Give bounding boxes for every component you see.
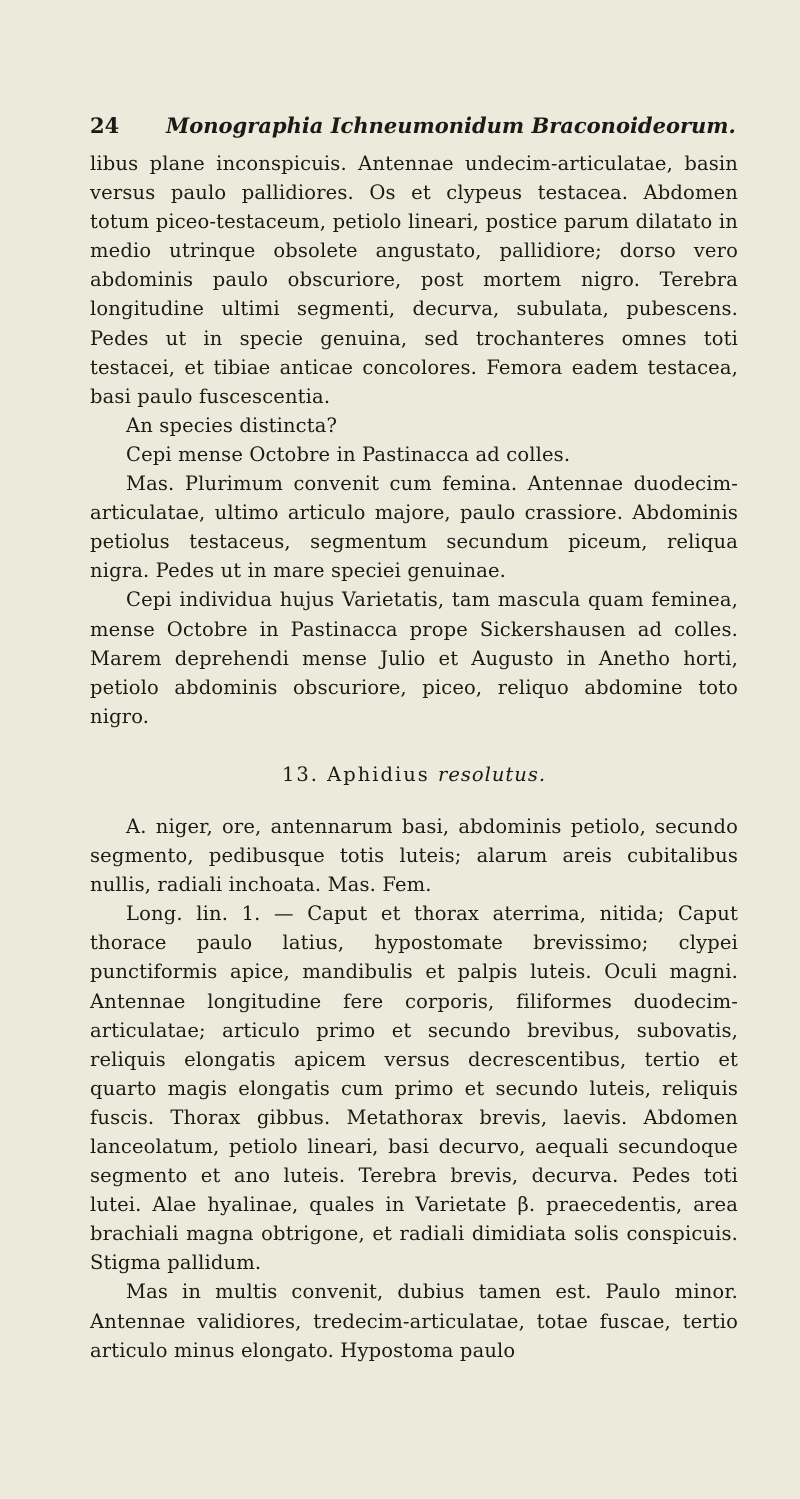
paragraph-male-description: Mas. Plurimum convenit cum femina. Antennae duodecim-articulatae, ultimo articulo majore, paulo crassiore. Abdominis petiolus testaceus, segmentum secundum piceum, reliqua nigra. Pedes ut in mare speciei genuinae. <box>90 472 738 583</box>
species-name: resolutus. <box>438 762 547 786</box>
paragraph-variety-collection: Cepi individua hujus Varietatis, tam mascula quam feminea, mense Octobre in Pastinacca prope Sickershausen ad colles. Marem deprehendi mense Julio et Augusto in Anetho horti, petiolo abdominis obscuriore, piceo, reliquo abdomine toto nigro. <box>90 588 738 728</box>
paragraph-question: An species distincta? <box>126 413 338 437</box>
running-title: Monographia Ichneumonidum Braconoideorum. <box>166 113 736 138</box>
page-number: 24 <box>90 113 120 138</box>
paragraph-description-continued: libus plane inconspicuis. Antennae undecim-articulatae, basin versus paulo pallidiores. Os et clypeus testacea. Abdomen totum piceo-testaceum, petiolo lineari, postice parum dilatato in medio utrinque obsolete angustato, pallidiore; dorso vero abdominis paulo obscuriore, post mortem nigro. Terebra longitudine ultimi segmenti, decurva, subulata, pubescens. Pedes ut in specie genuina, sed trochanteres omnes toti testacei, et tibiae anticae concolores. Femora eadem testacea, basi paulo fuscescentia. <box>90 152 738 408</box>
running-head <box>90 113 738 149</box>
species-heading <box>90 760 738 789</box>
paragraph-collection-note: Cepi mense Octobre in Pastinacca ad colles. <box>126 442 571 466</box>
body-text <box>90 149 738 1365</box>
paragraph-male-notes: Mas in multis convenit, dubius tamen est. Paulo minor. Antennae validiores, tredecim-articulatae, totae fuscae, tertio articulo minus elongato. Hypostoma paulo <box>90 1280 738 1362</box>
paragraph-detailed-description: Long. lin. 1. — Caput et thorax aterrima, nitida; Caput thorace paulo latius, hypostomate brevissimo; clypei punctiformis apice, mandibulis et palpis luteis. Oculi magni. Antennae longitudine fere corporis, filiformes duodecim-articulatae; articulo primo et secundo brevibus, subovatis, reliquis elongatis apicem versus decrescentibus, tertio et quarto magis elongatis cum primo et secundo luteis, reliquis fuscis. Thorax gibbus. Metathorax brevis, laevis. Abdomen lanceolatum, petiolo lineari, basi decurvo, aequali secundoque segmento et ano luteis. Terebra brevis, decurva. Pedes toti lutei. Alae hyalinae, quales in Varietate β. praecedentis, area brachiali magna obtrigone, et radiali dimidiata solis conspicuis. Stigma pallidum. <box>90 902 738 1275</box>
paragraph-diagnosis: A. niger, ore, antennarum basi, abdominis petiolo, secundo segmento, pedibusque totis luteis; alarum areis cubitalibus nullis, radiali inchoata. Mas. Fem. <box>90 814 738 897</box>
genus-name: Aphidius <box>327 762 430 786</box>
species-number: 13. <box>281 762 319 786</box>
